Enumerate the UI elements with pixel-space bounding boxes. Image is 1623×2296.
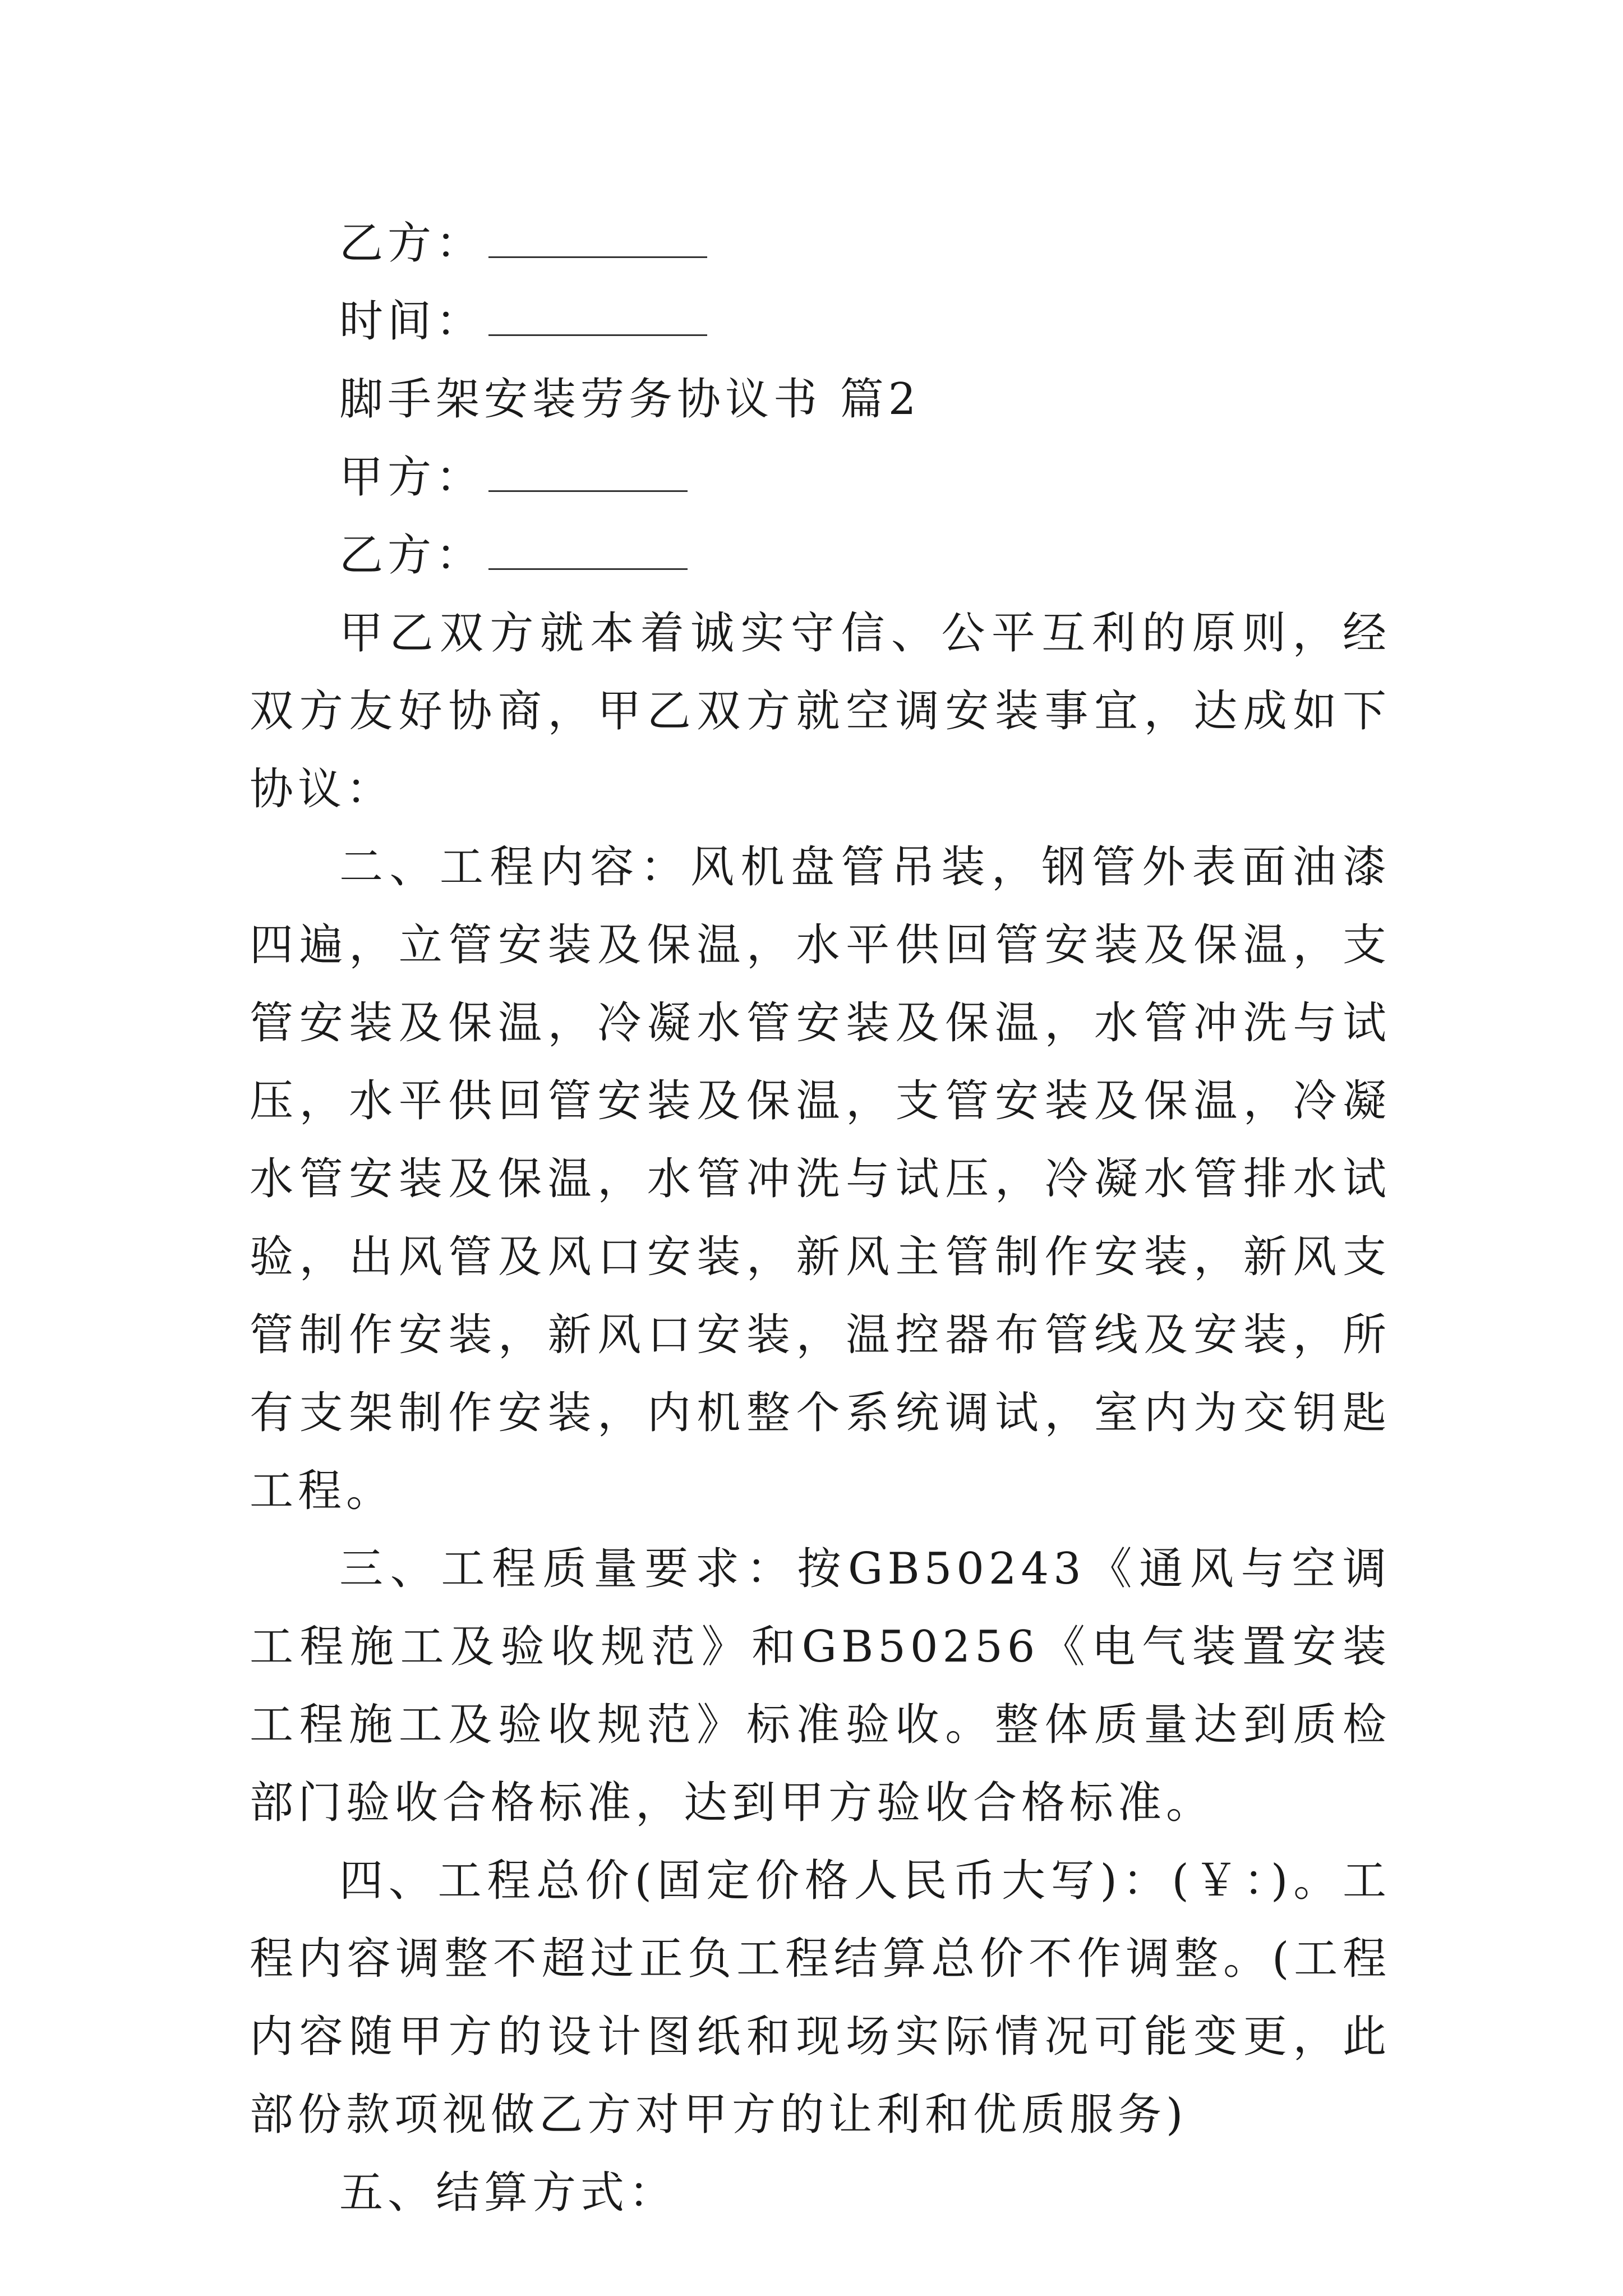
document-body — [250, 205, 1391, 2232]
price-paragraph: 四、工程总价(固定价格人民币大写)：(￥：)。工程内容调整不超过正负工程结算总价不作调整。(工程内容随甲方的设计图纸和现场实际情况可能变更，此部份款项视做乙方对甲方的让利和优质服务) — [250, 1856, 1391, 2140]
time-row — [250, 283, 1391, 361]
party-b-label-2: 乙方： — [339, 530, 485, 581]
quality-paragraph: 三、工程质量要求：按GB50243《通风与空调工程施工及验收规范》和GB50256《电气装置安装工程施工及验收规范》标准验收。整体质量达到质检部门验收合格标准，达到甲方验收合格标准。 — [250, 1544, 1391, 1828]
party-b-signature-row — [250, 205, 1391, 283]
party-b-label: 乙方： — [339, 218, 485, 269]
party-a-label: 甲方： — [339, 452, 485, 503]
time-label: 时间： — [339, 296, 485, 347]
party-b-blank — [488, 223, 707, 258]
party-b-blank-2 — [488, 535, 688, 570]
party-a-row — [250, 439, 1391, 517]
time-blank — [488, 301, 707, 336]
section-title: 脚手架安装劳务协议书 篇2 — [339, 374, 921, 425]
settlement-paragraph: 五、结算方式： — [339, 2168, 677, 2218]
intro-paragraph: 甲乙双方就本着诚实守信、公平互利的原则，经双方友好协商，甲乙双方就空调安装事宜，达成如下协议： — [250, 608, 1391, 815]
party-b-row — [250, 517, 1391, 595]
party-a-blank — [488, 457, 688, 492]
scope-paragraph: 二、工程内容：风机盘管吊装，钢管外表面油漆四遍，立管安装及保温，水平供回管安装及保温，支管安装及保温，冷凝水管安装及保温，水管冲洗与试压，水平供回管安装及保温，支管安装及保温，冷凝水管安装及保温，水管冲洗与试压，冷凝水管排水试验，出风管及风口安装，新风主管制作安装，新风支管制作安装，新风口安装，温控器布管线及安装，所有支架制作安装，内机整个系统调试，室内为交钥匙工程。 — [250, 842, 1391, 1516]
